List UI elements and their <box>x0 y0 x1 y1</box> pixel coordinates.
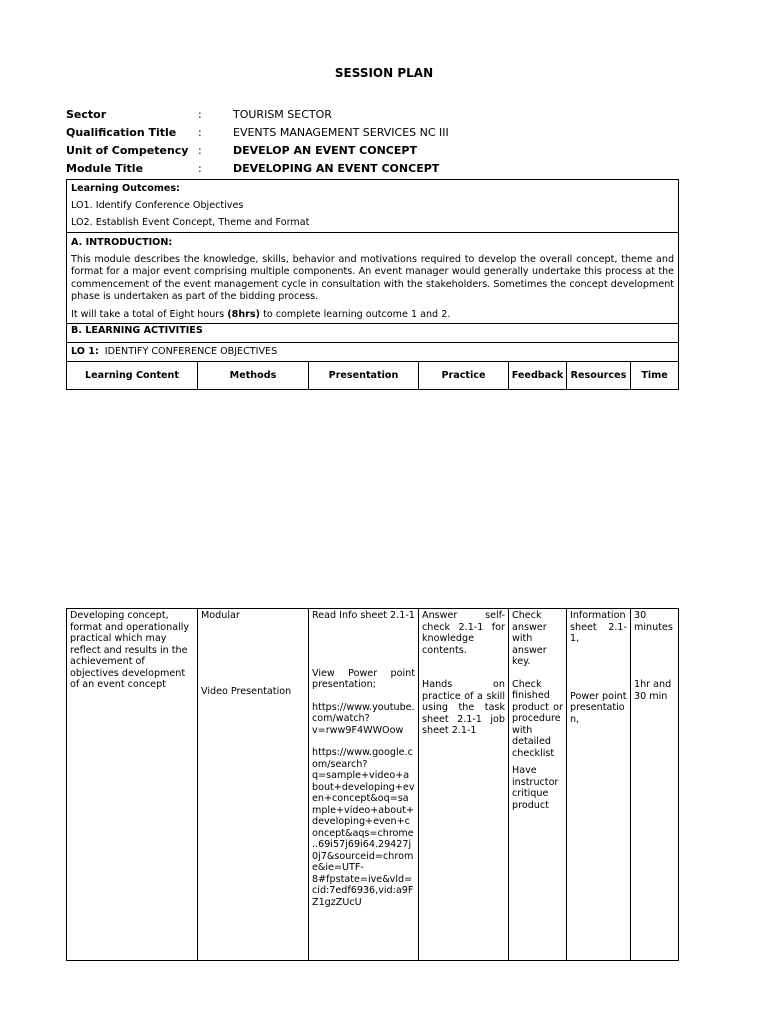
google-link[interactable]: https://www.google.com/search?q=sample+video+about+developing+even+concept&oq=sample+video+about+developing+even+concept&aqs=chrome..69i57j69i64.29427j0j7&sourceid=chrome&ie=UTF-8#fpstate=ive&vld=cid:7edf6936,vid:a9FZ1gzZUcU <box>312 747 415 908</box>
learning-content-text: Developing concept, format and operationally practical which may reflect and results in the achievement of objectives development of an event concept <box>70 610 190 690</box>
sector-colon: : <box>198 108 202 121</box>
methods-cell <box>198 609 309 961</box>
learning-outcome-item: LO1. Identify Conference Objectives <box>71 200 244 211</box>
learning-activities-heading: B. LEARNING ACTIVITIES <box>67 324 679 343</box>
column-header-row <box>67 362 679 390</box>
practice-item: Answer self-check 2.1-1 for knowledge contents. <box>422 610 505 656</box>
learning-outcome-item: LO2. Establish Event Concept, Theme and Format <box>71 217 310 228</box>
learning-activity-table <box>66 608 679 961</box>
feedback-item: Check finished product or procedure with detailed checklist <box>512 678 563 759</box>
feedback-item: Check answer with answer key. <box>512 610 547 667</box>
feedback-cell <box>509 609 567 961</box>
module-row <box>66 160 449 178</box>
session-plan-table <box>66 179 679 390</box>
introduction-cell <box>67 233 679 324</box>
competency-label: Unit of Competency <box>66 144 189 157</box>
column-header-practice: Practice <box>419 362 509 390</box>
sector-value: TOURISM SECTOR <box>233 108 332 121</box>
column-header-resources: Resources <box>567 362 631 390</box>
module-value: DEVELOPING AN EVENT CONCEPT <box>233 162 440 175</box>
lo1-code: LO 1: <box>71 346 99 357</box>
duration-suffix: to complete learning outcome 1 and 2. <box>260 308 451 320</box>
presentation-item: View Power point presentation; <box>312 667 415 690</box>
column-header-feedback: Feedback <box>509 362 567 390</box>
sector-label: Sector <box>66 108 107 121</box>
time-item: 30 minutes <box>634 610 673 633</box>
learning-outcomes-cell <box>67 180 679 233</box>
introduction-text: This module describes the knowledge, skills, behavior and motivations required to develop the overall concept, theme and format for a major event comprising multiple components. An event manager would generally undertake this process at the commencement of the event management cycle in consultation with the stakeholders. Sometimes the concept development phase is undertaken as part of the bidding process. <box>71 254 675 303</box>
lo1-row <box>67 343 679 362</box>
method-item: Modular <box>201 610 240 621</box>
module-label: Module Title <box>66 162 144 175</box>
lo1-title: IDENTIFY CONFERENCE OBJECTIVES <box>104 346 278 357</box>
sector-row <box>66 106 449 124</box>
duration-note <box>71 309 674 321</box>
column-header-presentation: Presentation <box>309 362 419 390</box>
resource-item: Information sheet 2.1-1, <box>570 610 627 644</box>
introduction-heading: A. INTRODUCTION: <box>71 237 173 248</box>
column-header-time: Time <box>631 362 679 390</box>
resource-item: Power point presentation, <box>570 690 627 725</box>
method-item: Video Presentation <box>201 685 292 697</box>
time-item: 1hr and 30 min <box>634 679 672 702</box>
qualification-row <box>66 124 449 142</box>
qualification-colon: : <box>198 126 202 139</box>
module-colon: : <box>198 162 202 175</box>
qualification-value: EVENTS MANAGEMENT SERVICES NC III <box>233 126 449 139</box>
practice-cell <box>419 609 509 961</box>
competency-row <box>66 142 449 160</box>
duration-prefix: It will take a total of Eight hours <box>71 308 228 320</box>
presentation-item: Read Info sheet 2.1-1 <box>312 610 415 621</box>
feedback-item: Have instructor critique product <box>512 765 559 811</box>
practice-item: Hands on practice of a skill using the task sheet 2.1-1 job sheet 2.1-1 <box>422 679 505 736</box>
competency-value: DEVELOP AN EVENT CONCEPT <box>233 144 417 157</box>
qualification-label: Qualification Title <box>66 126 177 139</box>
competency-colon: : <box>198 144 202 157</box>
resources-cell <box>567 609 631 961</box>
learning-outcomes-heading: Learning Outcomes: <box>71 183 180 194</box>
presentation-cell <box>309 609 419 961</box>
plan-details <box>66 106 449 178</box>
page-title: SESSION PLAN <box>334 66 434 80</box>
duration-hours: (8hrs) <box>227 308 261 320</box>
learning-content-cell <box>67 609 198 961</box>
table-row <box>67 609 679 961</box>
time-cell <box>631 609 679 961</box>
column-header-methods: Methods <box>198 362 309 390</box>
youtube-link[interactable]: https://www.youtube.com/watch?v=rww9F4WWOow <box>312 701 415 736</box>
column-header-learning-content: Learning Content <box>67 362 198 390</box>
